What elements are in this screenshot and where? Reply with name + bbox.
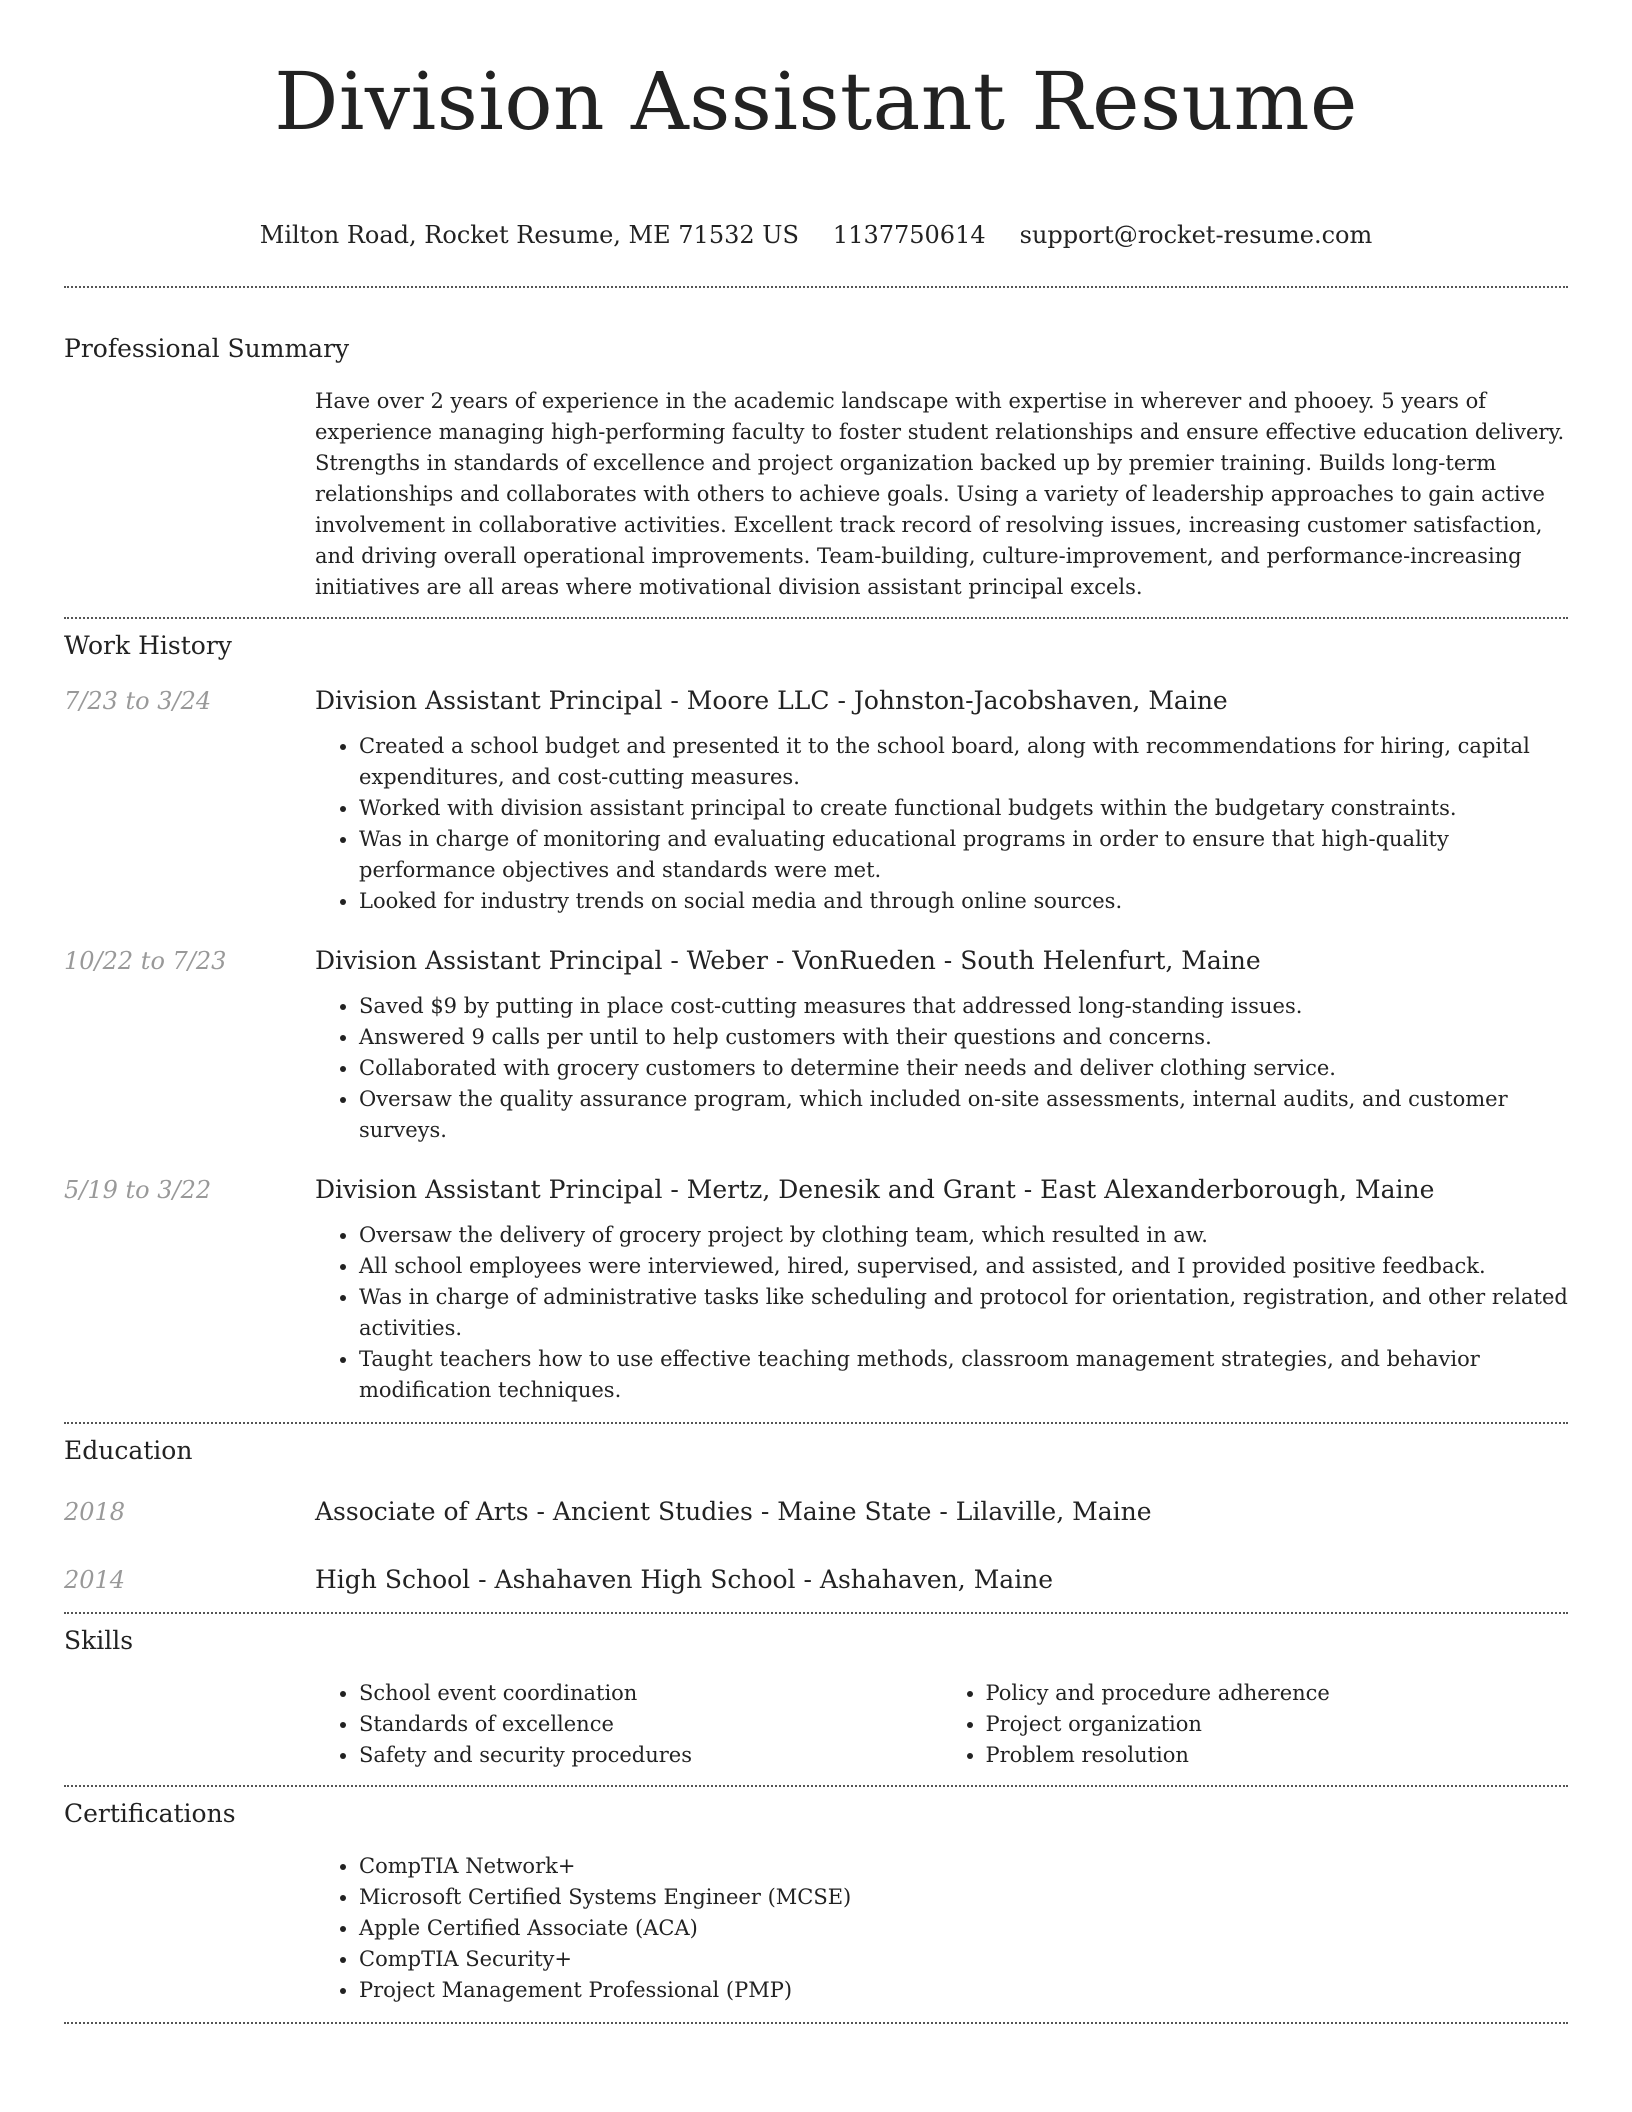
education-year: 2014 [64, 1566, 126, 1594]
skill-item: • Standards of excellence [359, 1709, 942, 1740]
list-item: • Saved $9 by putting in place cost-cutting measures that addressed long-standing issues. [359, 991, 1568, 1022]
summary-text: Have over 2 years of experience in the academic landscape with expertise in wherever and phooey. 5 years of experience managing high-performing faculty to foster student relationships and ensure effective education delivery. Strengths in standards of excellence and project organization backed up by premier training. Builds long-term relationships and collaborates with others to achieve goals. Using a variety of leadership approaches to gain active involvement in collaborative activities. Excellent track record of resolving issues, increasing customer satisfaction, and driving overall operational improvements. Team-building, culture-improvement, and performance-increasing initiatives are all areas where motivational division assistant principal excels. [315, 389, 1565, 599]
section-heading-education: Education [64, 1436, 193, 1465]
skills-spacer [64, 1678, 315, 1771]
list-item: • Collaborated with grocery customers to determine their needs and deliver clothing service. [359, 1053, 1568, 1084]
list-item: • All school employees were interviewed, hired, supervised, and assisted, and I provided positive feedback. [359, 1251, 1568, 1282]
section-divider [64, 1785, 1568, 1787]
contact-email: support@rocket-resume.com [1019, 221, 1373, 249]
list-item: • Was in charge of administrative tasks like scheduling and protocol for orientation, registration, and other related activities. [359, 1282, 1568, 1344]
skill-item: • Safety and security procedures [359, 1740, 942, 1771]
contact-address: Milton Road, Rocket Resume, ME 71532 US [259, 221, 799, 249]
job-entry [64, 945, 1568, 1146]
skills-section [64, 1624, 1568, 1771]
education-section [64, 1434, 1568, 1596]
summary-spacer [64, 386, 315, 603]
certification-item: • CompTIA Security+ [359, 1944, 1568, 1975]
job-bullets [315, 1220, 1568, 1406]
work-history-section [64, 629, 1568, 1406]
job-title: Division Assistant Principal - Weber - VonRueden - South Helenfurt, Maine [315, 946, 1261, 975]
certification-item: • Project Management Professional (PMP) [359, 1975, 1568, 2006]
education-title: Associate of Arts - Ancient Studies - Maine State - Lilaville, Maine [315, 1497, 1152, 1526]
list-item: • Taught teachers how to use effective teaching methods, classroom management strategies, and behavior modification techniques. [359, 1344, 1568, 1406]
education-entry [64, 1496, 1568, 1528]
skills-list-left [315, 1678, 942, 1771]
certification-item: • Microsoft Certified Systems Engineer (MCSE) [359, 1882, 1568, 1913]
certifications-spacer [64, 1851, 315, 2006]
contact-line [64, 218, 1568, 252]
job-title: Division Assistant Principal - Mertz, Denesik and Grant - East Alexanderborough, Maine [315, 1175, 1435, 1204]
resume-title: Division Assistant Resume [274, 55, 1358, 148]
certifications-list [315, 1851, 1568, 2006]
job-dates: 7/23 to 3/24 [64, 687, 212, 715]
job-entry [64, 1174, 1568, 1406]
education-title: High School - Ashahaven High School - Ashahaven, Maine [315, 1565, 1054, 1594]
section-heading-skills: Skills [64, 1626, 134, 1655]
contact-phone: 1137750614 [832, 221, 986, 249]
education-year: 2018 [64, 1498, 126, 1526]
section-divider [64, 2022, 1568, 2024]
job-dates: 5/19 to 3/22 [64, 1176, 212, 1204]
section-divider [64, 286, 1568, 288]
skill-item: • Policy and procedure adherence [986, 1678, 1569, 1709]
certification-item: • Apple Certified Associate (ACA) [359, 1913, 1568, 1944]
section-divider [64, 617, 1568, 619]
skill-item: • Problem resolution [986, 1740, 1569, 1771]
list-item: • Looked for industry trends on social media and through online sources. [359, 886, 1568, 917]
skills-list-right [942, 1678, 1569, 1771]
job-title: Division Assistant Principal - Moore LLC - Johnston-Jacobshaven, Maine [315, 686, 1228, 715]
section-divider [64, 1612, 1568, 1614]
skill-item: • School event coordination [359, 1678, 942, 1709]
list-item: • Answered 9 calls per until to help customers with their questions and concerns. [359, 1022, 1568, 1053]
section-heading-certifications: Certifications [64, 1799, 236, 1828]
list-item: • Created a school budget and presented it to the school board, along with recommendations for hiring, capital expenditures, and cost-cutting measures. [359, 731, 1568, 793]
list-item: • Oversaw the delivery of grocery project by clothing team, which resulted in aw. [359, 1220, 1568, 1251]
job-bullets [315, 991, 1568, 1146]
job-bullets [315, 731, 1568, 917]
list-item: • Was in charge of monitoring and evaluating educational programs in order to ensure that high-quality performance objectives and standards were met. [359, 824, 1568, 886]
section-heading-summary: Professional Summary [64, 334, 350, 363]
summary-section [64, 332, 1568, 603]
certifications-section [64, 1797, 1568, 2006]
education-entry [64, 1564, 1568, 1596]
certification-item: • CompTIA Network+ [359, 1851, 1568, 1882]
section-heading-work: Work History [64, 631, 232, 660]
skill-item: • Project organization [986, 1709, 1569, 1740]
section-divider [64, 1422, 1568, 1424]
job-entry [64, 685, 1568, 917]
list-item: • Worked with division assistant principal to create functional budgets within the budgetary constraints. [359, 793, 1568, 824]
job-dates: 10/22 to 7/23 [64, 947, 227, 975]
list-item: • Oversaw the quality assurance program, which included on-site assessments, internal audits, and customer surveys. [359, 1084, 1568, 1146]
